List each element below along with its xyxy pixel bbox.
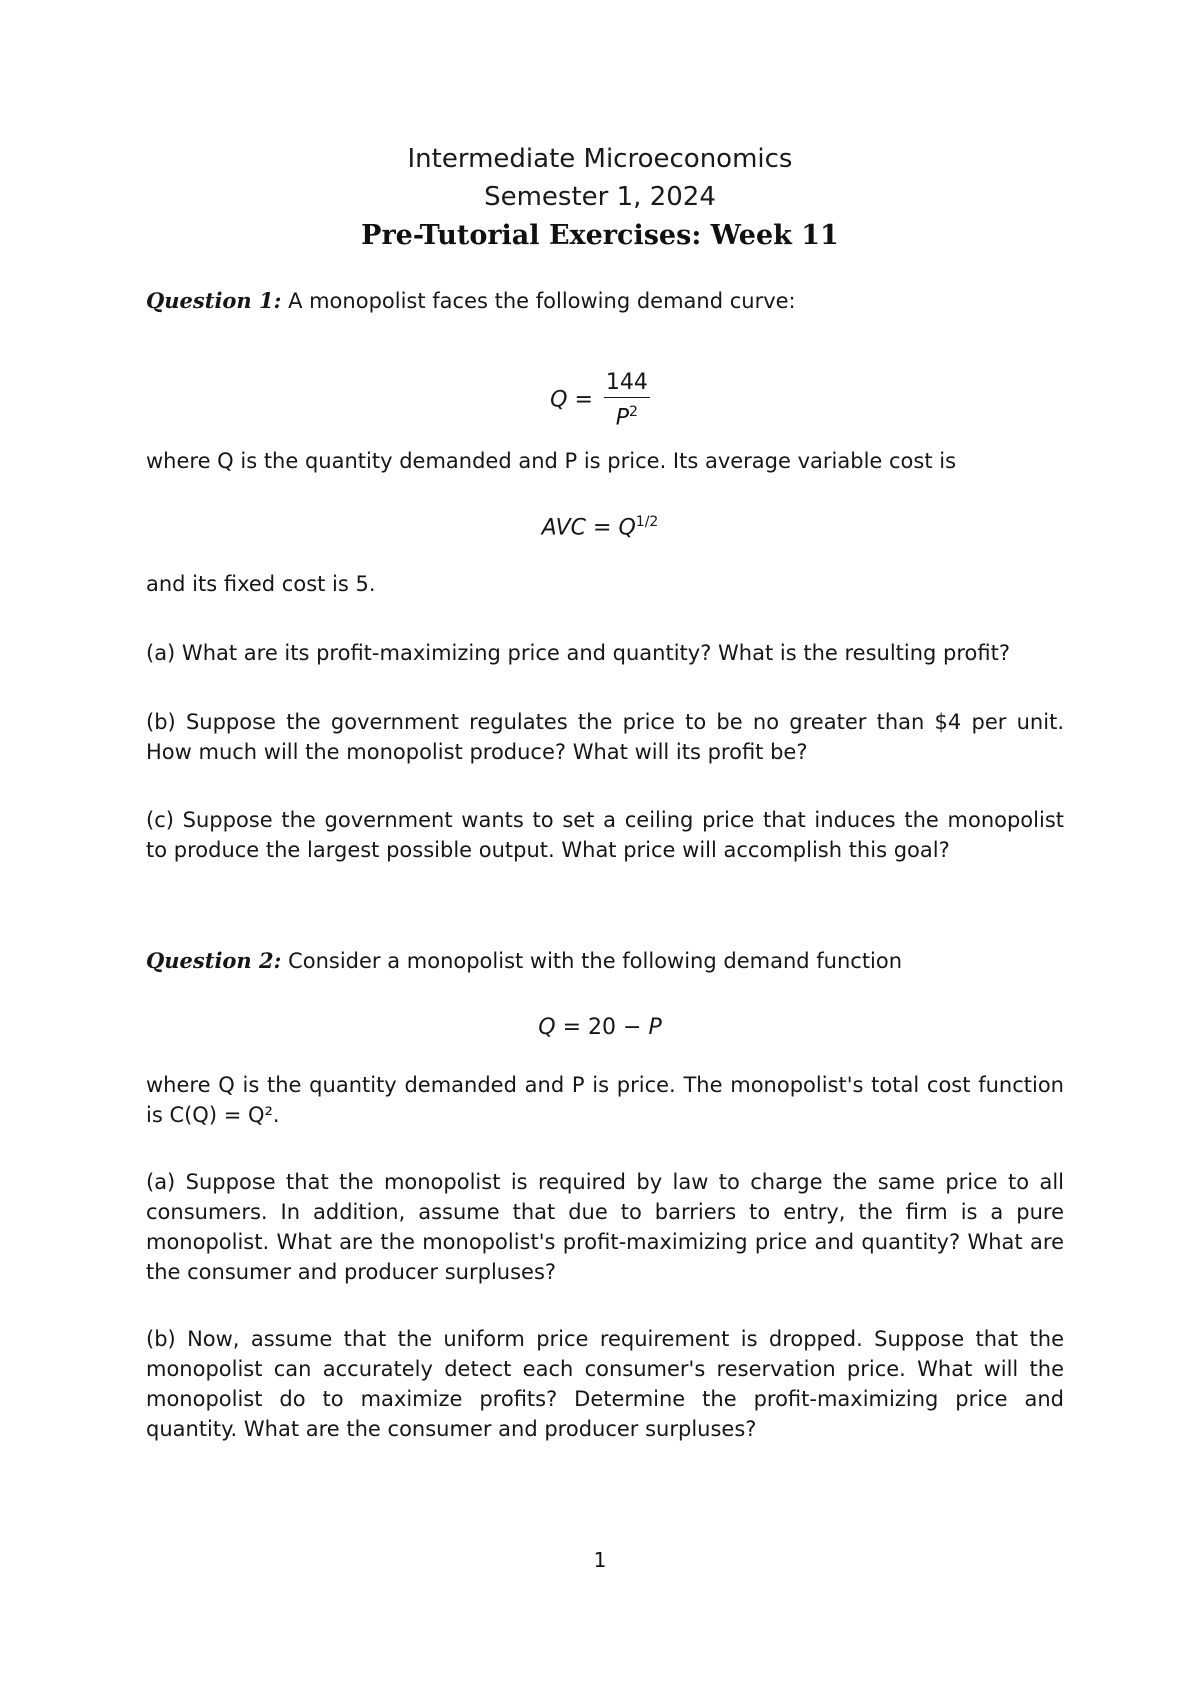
demand-2-lhs: Q (538, 1015, 556, 1040)
page-number: 1 (593, 1548, 607, 1572)
avc-lhs: AVC (541, 515, 587, 541)
question-2-intro (146, 946, 1064, 976)
fraction-denominator (604, 398, 650, 431)
demand-2-variable: P (648, 1015, 662, 1040)
question-2-part-a: (a) Suppose that the monopolist is required by law to charge the same price to all consumers. In addition, assume that due to barriers to entry, the firm is a pure monopolist. What are the monopolist's profit-maximizing price and quantity? What are the consumer and producer surpluses? (146, 1170, 1064, 1284)
question-1-part-b: (b) Suppose the government regulates the price to be no greater than $4 per unit. How much will the monopolist produce? What will its profit be? (146, 710, 1064, 764)
denominator-variable: P (615, 405, 630, 431)
question-1-intro (146, 286, 1064, 316)
fixed-cost-text: and its fixed cost is 5. (146, 572, 376, 596)
document-header (0, 140, 1200, 256)
demand-fraction (604, 370, 650, 431)
equals-sign: = (574, 387, 593, 413)
question-1-part-c: (c) Suppose the government wants to set a ceiling price that induces the monopolist to produce the largest possible output. What price will accomplish this goal? (146, 808, 1064, 862)
question-1-label: Question 1: (146, 288, 282, 313)
question-2-where-text: where Q is the quantity demanded and P is price. The monopolist's total cost function is C(Q) = Q². (146, 1073, 1064, 1127)
semester: Semester 1, 2024 (484, 182, 716, 212)
question-1-part-a: (a) What are its profit-maximizing price and quantity? What is the resulting profit? (146, 641, 1010, 665)
denominator-exponent: 2 (629, 404, 638, 420)
question-2-part-b: (b) Now, assume that the uniform price requirement is dropped. Suppose that the monopolist can accurately detect each consumer's reservation price. What will the monopolist do to maximize profits? Determine the profit-maximizing price and quantity. What are the consumer and producer surpluses? (146, 1327, 1064, 1441)
question-1-where-text: where Q is the quantity demanded and P is price. Its average variable cost is (146, 449, 957, 473)
fraction-numerator: 144 (604, 370, 650, 398)
avc-exponent: 1/2 (635, 514, 659, 530)
demand-equation-2 (0, 1015, 1200, 1040)
avc-equals: = (593, 515, 612, 541)
page-title: Pre-Tutorial Exercises: Week 11 (361, 220, 839, 251)
avc-equation (0, 514, 1200, 540)
avc-variable: Q (618, 515, 636, 541)
question-1-intro-text: A monopolist faces the following demand curve: (288, 289, 796, 313)
demand-equation-1 (0, 370, 1200, 431)
demand-2-rhs: = 20 − (562, 1015, 649, 1040)
demand-lhs: Q (550, 387, 568, 413)
question-2-label: Question 2: (146, 948, 282, 973)
course-name: Intermediate Microeconomics (407, 144, 793, 174)
question-2-intro-text: Consider a monopolist with the following demand function (288, 949, 903, 973)
